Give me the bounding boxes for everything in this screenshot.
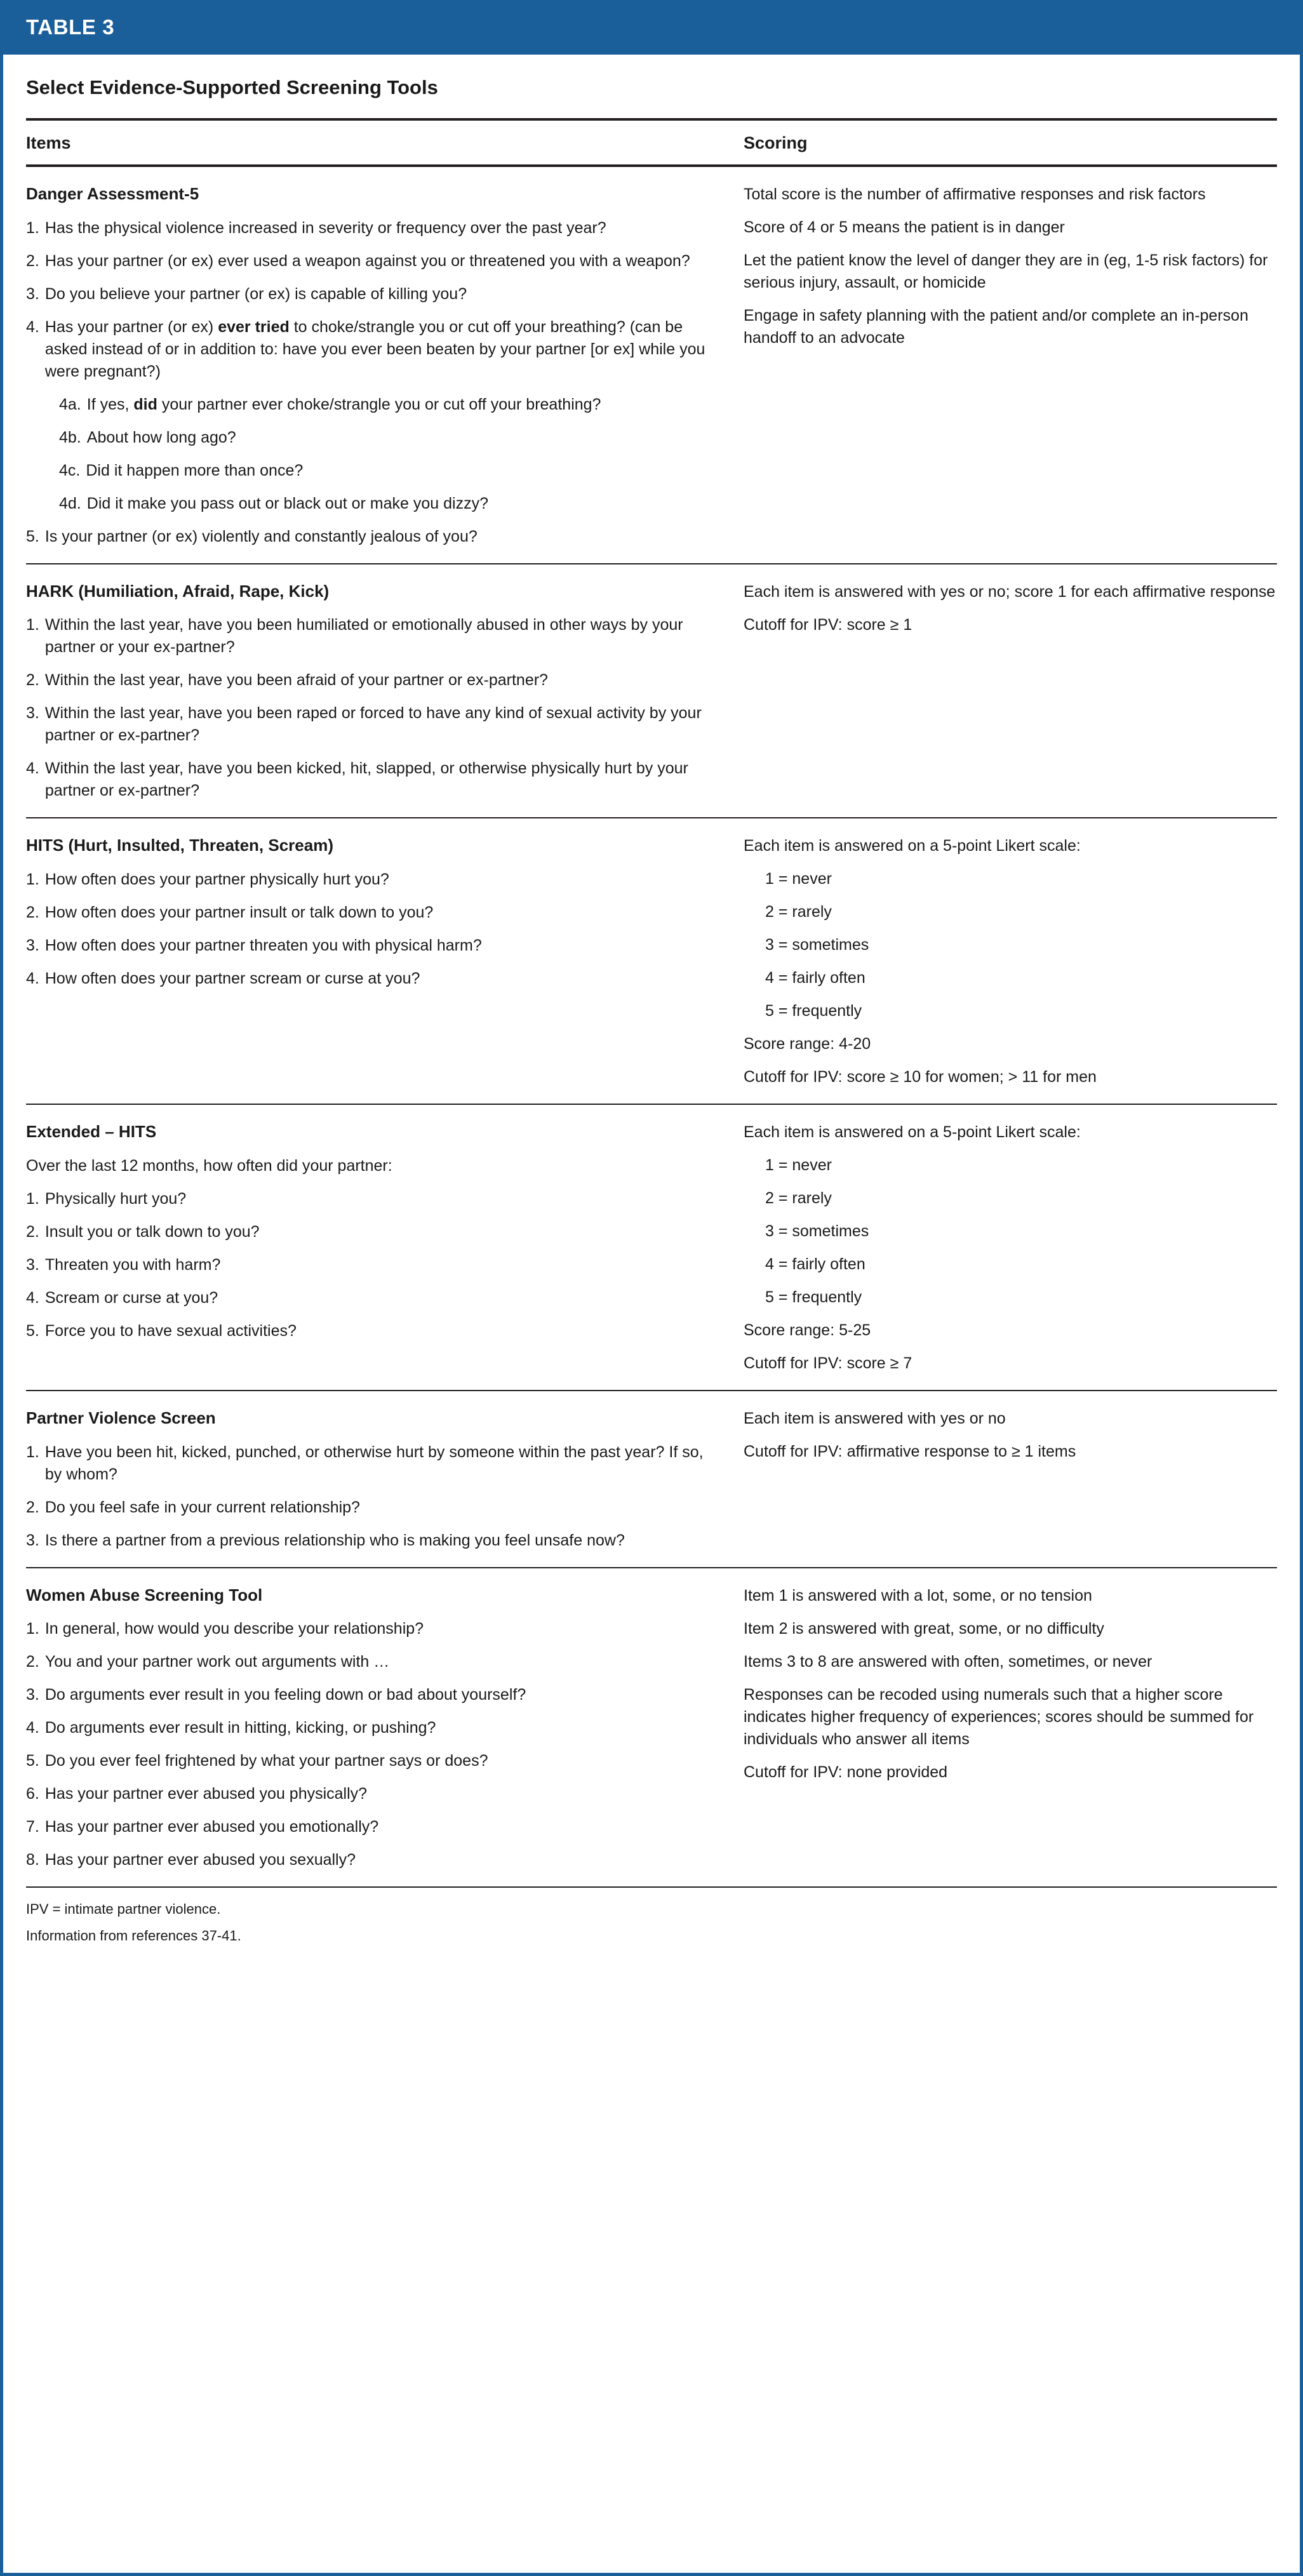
item-number: 8. bbox=[26, 1851, 39, 1869]
scoring-option: 1 = never bbox=[765, 1156, 832, 1174]
tool-item bbox=[26, 1497, 722, 1519]
item-number: 4. bbox=[26, 969, 39, 987]
scoring-line: Cutoff for IPV: none provided bbox=[744, 1763, 948, 1781]
item-number: 6. bbox=[26, 1785, 39, 1803]
scoring-line: Item 2 is answered with great, some, or no difficulty bbox=[744, 1619, 1104, 1638]
tool-scoring-column bbox=[744, 1408, 1277, 1553]
column-header-scoring: Scoring bbox=[744, 133, 808, 152]
scoring-line: Responses can be recoded using numerals such that a higher score indicates higher frequency of experiences; scores should be summed for individuals who answer all items bbox=[744, 1685, 1254, 1748]
tool-item bbox=[26, 526, 722, 548]
tool-item bbox=[26, 1750, 722, 1772]
scoring-line: Item 1 is answered with a lot, some, or no tension bbox=[744, 1586, 1092, 1605]
scoring-line: Score range: 4-20 bbox=[744, 1035, 871, 1053]
tool-item bbox=[26, 1717, 722, 1739]
item-text: Do you believe your partner (or ex) is capable of killing you? bbox=[44, 284, 467, 303]
scoring-line: Let the patient know the level of danger they are in (eg, 1-5 risk factors) for serious injury, assault, or homicide bbox=[744, 251, 1268, 291]
item-number: 2. bbox=[26, 1222, 39, 1241]
tool-item bbox=[26, 1651, 722, 1673]
tool-items-column bbox=[26, 1585, 744, 1873]
item-text: Insult you or talk down to you? bbox=[44, 1222, 260, 1241]
tool-section bbox=[26, 1391, 1277, 1567]
item-number: 7. bbox=[26, 1818, 39, 1836]
item-text: If yes, did your partner ever choke/strangle you or cut off your breathing? bbox=[86, 395, 601, 413]
item-number: 4. bbox=[26, 1719, 39, 1737]
item-number: 2. bbox=[26, 1498, 39, 1516]
scoring-line: Cutoff for IPV: score ≥ 10 for women; > 11 for men bbox=[744, 1068, 1097, 1086]
tool-item bbox=[26, 614, 722, 658]
tool-item bbox=[26, 1221, 722, 1243]
item-text: Within the last year, have you been kicked, hit, slapped, or otherwise physically hurt by your partner or ex-partner? bbox=[44, 759, 688, 799]
tool-section bbox=[26, 1105, 1277, 1390]
tool-scoring-column bbox=[744, 835, 1277, 1090]
tool-subitem bbox=[26, 493, 722, 515]
item-number: 1. bbox=[26, 870, 39, 888]
footnote-line: IPV = intimate partner violence. bbox=[26, 1901, 221, 1917]
item-text: Has your partner ever abused you physically? bbox=[44, 1785, 368, 1803]
item-text: Has your partner (or ex) ever used a weapon against you or threatened you with a weapon? bbox=[44, 251, 690, 270]
item-number: 2. bbox=[26, 1653, 39, 1671]
item-number: 1. bbox=[26, 616, 39, 634]
tool-name: HARK (Humiliation, Afraid, Rape, Kick) bbox=[26, 581, 330, 601]
scoring-line: Each item is answered on a 5-point Likert scale: bbox=[744, 837, 1081, 855]
scoring-line: Score range: 5-25 bbox=[744, 1321, 871, 1339]
bottom-spacer bbox=[26, 1961, 1277, 2573]
scoring-option: 1 = never bbox=[765, 870, 832, 888]
scoring-option: 4 = fairly often bbox=[765, 969, 865, 987]
tool-item bbox=[26, 902, 722, 924]
item-text: Do arguments ever result in you feeling down or bad about yourself? bbox=[44, 1686, 526, 1704]
item-text: You and your partner work out arguments with … bbox=[44, 1653, 390, 1671]
scoring-option: 3 = sometimes bbox=[765, 1222, 869, 1240]
scoring-line: Items 3 to 8 are answered with often, sometimes, or never bbox=[744, 1652, 1153, 1671]
item-emphasis: ever tried bbox=[218, 317, 290, 336]
item-number: 4c. bbox=[59, 461, 81, 479]
item-text: Within the last year, have you been afraid of your partner or ex-partner? bbox=[44, 671, 548, 689]
tool-item bbox=[26, 1849, 722, 1871]
table-number-label: TABLE 3 bbox=[26, 15, 115, 39]
tool-scoring-column bbox=[744, 1121, 1277, 1376]
tool-item bbox=[26, 316, 722, 383]
item-text: Do you ever feel frightened by what your partner says or does? bbox=[44, 1752, 488, 1770]
item-number: 3. bbox=[26, 284, 39, 303]
tool-items-column bbox=[26, 835, 744, 1090]
item-text: Has the physical violence increased in severity or frequency over the past year? bbox=[44, 218, 606, 237]
tool-item bbox=[26, 1320, 722, 1342]
scoring-line: Score of 4 or 5 means the patient is in danger bbox=[744, 218, 1065, 236]
item-text: How often does your partner scream or curse at you? bbox=[44, 969, 420, 987]
item-text: How often does your partner insult or talk down to you? bbox=[44, 903, 434, 921]
scoring-line: Cutoff for IPV: affirmative response to ≥ 1 items bbox=[744, 1443, 1076, 1460]
item-number: 1. bbox=[26, 1189, 39, 1208]
tool-section bbox=[26, 167, 1277, 563]
tool-name: HITS (Hurt, Insulted, Threaten, Scream) bbox=[26, 836, 333, 855]
column-header-row bbox=[26, 121, 1277, 164]
scoring-option: 5 = frequently bbox=[765, 1002, 862, 1020]
tool-item bbox=[26, 1783, 722, 1805]
item-emphasis: did bbox=[133, 395, 157, 413]
item-number: 4. bbox=[26, 317, 39, 336]
scoring-line: Cutoff for IPV: score ≥ 1 bbox=[744, 615, 912, 634]
tool-item bbox=[26, 869, 722, 891]
footnote-line: Information from references 37-41. bbox=[26, 1927, 241, 1944]
item-text: How often does your partner physically hurt you? bbox=[44, 870, 389, 888]
tool-item bbox=[26, 702, 722, 747]
item-number: 3. bbox=[26, 1686, 39, 1704]
item-number: 2. bbox=[26, 251, 39, 270]
table-body bbox=[3, 55, 1300, 2573]
tool-item bbox=[26, 1618, 722, 1640]
item-number: 3. bbox=[26, 704, 39, 722]
scoring-line: Each item is answered on a 5-point Likert scale: bbox=[744, 1123, 1081, 1141]
item-text: Do you feel safe in your current relationship? bbox=[44, 1498, 360, 1516]
tool-item bbox=[26, 1254, 722, 1276]
tool-item bbox=[26, 968, 722, 990]
tool-sections-root bbox=[26, 167, 1277, 1886]
scoring-option: 4 = fairly often bbox=[765, 1255, 865, 1273]
tool-name: Danger Assessment-5 bbox=[26, 184, 199, 203]
item-text: Threaten you with harm? bbox=[44, 1255, 221, 1274]
item-number: 2. bbox=[26, 903, 39, 921]
item-number: 4d. bbox=[59, 494, 81, 512]
tool-item bbox=[26, 1188, 722, 1210]
item-text: Have you been hit, kicked, punched, or otherwise hurt by someone within the past year? If so, by whom? bbox=[44, 1443, 704, 1483]
scoring-line: Engage in safety planning with the patient and/or complete an in-person handoff to an advocate bbox=[744, 307, 1248, 347]
item-text: Did it happen more than once? bbox=[86, 461, 304, 479]
item-text: Did it make you pass out or black out or make you dizzy? bbox=[86, 494, 489, 512]
item-number: 1. bbox=[26, 218, 39, 237]
tool-subitem bbox=[26, 460, 722, 482]
scoring-line: Total score is the number of affirmative responses and risk factors bbox=[744, 185, 1206, 203]
item-number: 1. bbox=[26, 1620, 39, 1638]
tool-items-column bbox=[26, 1408, 744, 1553]
column-header-items: Items bbox=[26, 133, 71, 152]
item-number: 3. bbox=[26, 1531, 39, 1549]
item-number: 5. bbox=[26, 527, 39, 545]
item-text: Has your partner ever abused you sexually? bbox=[44, 1851, 356, 1869]
item-number: 3. bbox=[26, 936, 39, 954]
scoring-line: Cutoff for IPV: score ≥ 7 bbox=[744, 1354, 912, 1372]
item-text: How often does your partner threaten you with physical harm? bbox=[44, 936, 482, 954]
item-text: Scream or curse at you? bbox=[44, 1288, 218, 1307]
tool-item bbox=[26, 250, 722, 272]
scoring-option: 2 = rarely bbox=[765, 1189, 832, 1207]
item-number: 5. bbox=[26, 1752, 39, 1770]
tool-lead-text: Over the last 12 months, how often did your partner: bbox=[26, 1156, 392, 1175]
tool-item bbox=[26, 1684, 722, 1706]
tool-item bbox=[26, 1287, 722, 1309]
item-text: Has your partner ever abused you emotionally? bbox=[44, 1818, 379, 1836]
item-text: Is there a partner from a previous relationship who is making you feel unsafe now? bbox=[44, 1531, 625, 1549]
table-header-band bbox=[3, 0, 1300, 55]
item-number: 2. bbox=[26, 671, 39, 689]
scoring-line: Each item is answered with yes or no bbox=[744, 1410, 1006, 1427]
item-text: Within the last year, have you been humiliated or emotionally abused in other ways by your partner or your ex-partner? bbox=[44, 616, 683, 656]
tool-item bbox=[26, 1530, 722, 1552]
tool-item bbox=[26, 935, 722, 957]
tool-items-column bbox=[26, 1121, 744, 1376]
tool-item bbox=[26, 1441, 722, 1486]
tool-subitem bbox=[26, 394, 722, 416]
tool-item bbox=[26, 1816, 722, 1838]
item-number: 5. bbox=[26, 1321, 39, 1340]
scoring-option: 2 = rarely bbox=[765, 903, 832, 921]
item-number: 4. bbox=[26, 1288, 39, 1307]
item-text: Within the last year, have you been raped or forced to have any kind of sexual activity by your partner or ex-partner? bbox=[44, 704, 702, 744]
tool-name: Extended – HITS bbox=[26, 1122, 157, 1141]
scoring-option: 5 = frequently bbox=[765, 1288, 862, 1306]
item-number: 4b. bbox=[59, 428, 81, 446]
tool-scoring-column bbox=[744, 1585, 1277, 1873]
footnotes bbox=[26, 1888, 1277, 1961]
item-text: Do arguments ever result in hitting, kicking, or pushing? bbox=[44, 1719, 436, 1737]
tool-name: Women Abuse Screening Tool bbox=[26, 1585, 263, 1605]
item-text: About how long ago? bbox=[86, 428, 236, 446]
tool-name: Partner Violence Screen bbox=[26, 1408, 216, 1427]
item-number: 3. bbox=[26, 1255, 39, 1274]
tool-item bbox=[26, 217, 722, 239]
item-number: 4a. bbox=[59, 395, 81, 413]
item-text: Is your partner (or ex) violently and constantly jealous of you? bbox=[44, 527, 478, 545]
tool-section bbox=[26, 1568, 1277, 1887]
item-number: 1. bbox=[26, 1443, 39, 1461]
scoring-option: 3 = sometimes bbox=[765, 936, 869, 954]
tool-item bbox=[26, 757, 722, 802]
item-text: Has your partner (or ex) ever tried to choke/strangle you or cut off your breathing? (can be asked instead of or in addition to: have you ever been beaten by your partner [or ex] while you were pregnant?) bbox=[44, 317, 705, 380]
tool-item bbox=[26, 669, 722, 691]
scoring-line: Each item is answered with yes or no; score 1 for each affirmative response bbox=[744, 582, 1276, 601]
tool-item bbox=[26, 283, 722, 305]
item-text: In general, how would you describe your relationship? bbox=[44, 1620, 424, 1638]
tool-subitem bbox=[26, 427, 722, 449]
table-title: Select Evidence-Supported Screening Tools bbox=[26, 76, 438, 98]
tool-section bbox=[26, 564, 1277, 818]
item-text: Physically hurt you? bbox=[44, 1189, 187, 1208]
item-number: 4. bbox=[26, 759, 39, 777]
tool-items-column bbox=[26, 184, 744, 549]
tool-items-column bbox=[26, 581, 744, 804]
tool-section bbox=[26, 818, 1277, 1104]
tool-scoring-column bbox=[744, 581, 1277, 804]
tool-scoring-column bbox=[744, 184, 1277, 549]
item-text: Force you to have sexual activities? bbox=[44, 1321, 297, 1340]
